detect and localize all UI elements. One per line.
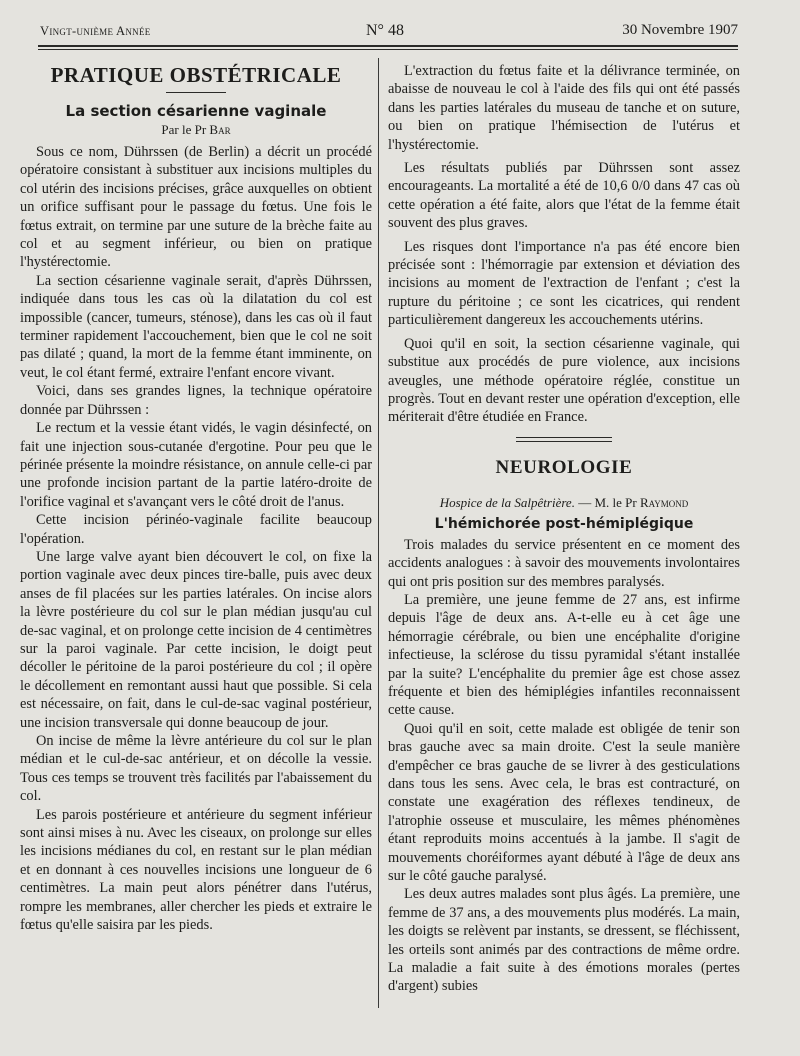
paragraph: Les risques dont l'importance n'a pas été encore bien précisée sont : l'hémorragie par extension et déviation des incisions au moment de l'extraction de l'enfant ; c'est la rupture du péritoine ; ce sont les cicatrices, qui rendent particulièrement dangereux les accouchements utérins. [388, 238, 740, 329]
header-issue-number: N° 48 [366, 22, 404, 39]
right-column [388, 62, 740, 996]
section-title-obstetrics: PRATIQUE OBSTÉTRICALE [50, 63, 342, 87]
paragraph: La section césarienne vaginale serait, d'après Dührssen, indiquée dans tous les cas où la dilatation du col est impossible (cancer, tumeurs, sténose), dans les cas où il faut terminer rapidement l'accouchement, bien que le col ne soit pas dilaté ; quand, la mort de la femme étant imminente, on veut, le col étant fermé, extraire l'enfant encore vivant. [20, 272, 372, 381]
paragraph: Les deux autres malades sont plus âgés. La première, une femme de 37 ans, a des mouvements plus modérés. La main, les doigts se relèvent par instants, se dressent, se fléchissent, les orteils sont animés par des contractions de même ordre. La maladie a fait suite à des émotions morales (pertes d'argent) subies [388, 886, 740, 995]
column-divider [378, 58, 379, 1008]
article-title-cesarean: La section césarienne vaginale [65, 102, 327, 120]
header-rule-thin [38, 49, 738, 50]
author-prefix: Par le Pr [161, 122, 207, 137]
paragraph: Quoi qu'il en soit, la section césarienne vaginale, qui substitue aux procédés de pure violence, aux incisions aveugles, une méthode opératoire réglée, constitue un progrès. Tout en devant rester une opération d'exception, elle mériterait d'être étudiée en France. [388, 335, 740, 426]
source-author-prefix: — M. le Pr [578, 494, 637, 510]
article-author [20, 121, 372, 139]
section-title-neurology: NEUROLOGIE [495, 456, 633, 478]
paragraph: Trois malades du service présentent en ce moment des accidents analogues : à savoir des mouvements involontaires qui ont pris position sur des membres paralysés. [388, 536, 740, 590]
header-date: 30 Novembre 1907 [622, 22, 738, 38]
page-header [38, 22, 738, 42]
paragraph: Cette incision périnéo-vaginale facilite beaucoup l'opération. [20, 512, 372, 547]
article-source [388, 494, 740, 512]
paragraph: Les parois postérieure et antérieure du segment inférieur sont ainsi mises à nu. Avec les ciseaux, on prolonge sur elles les incisions médianes du col, en restant sur le plan médian et en donnant à ces nouvelles incisions une longueur de 6 centimètres. La main peut alors pénétrer dans l'utérus, rompre les membranes, aller chercher les pieds et extraire le fœtus qu'elle saisira par les pieds. [20, 806, 372, 934]
paragraph: Les résultats publiés par Dührssen sont assez encourageants. La mortalité a été de 10,6 0/0 dans 47 cas où cette opération a été faite, alors que l'état de la femme était souvent des plus graves. [388, 160, 740, 232]
paragraph: La première, une jeune femme de 27 ans, est infirme depuis l'âge de deux ans. A-t-elle eu à cet âge une hémorragie cérébrale, ou bien une encéphalite d'origine infectieuse, la sclérose du tissu pyramidal s'étant installée par la suite? L'encéphalite du premier âge est chose assez fréquente et bien des hémiplégies infantiles reconnaissent cette cause. [388, 591, 740, 719]
paragraph: Quoi qu'il en soit, cette malade est obligée de tenir son bras gauche avec sa main droite. C'est la seule manière d'empêcher ce bras gauche de se livrer à des gesticulations dans tous les sens. Avec cela, le bras est contracturé, on constate une exagération des réflexes tendineux, de l'atrophie osseuse et musculaire, les mêmes phénomènes étant reproduits moins accentués à la jambe. Il s'agit de mouvements choréiformes ayant débuté à l'âge de deux ans sur le côté gauche paralysé. [388, 720, 740, 885]
author-name: Bar [209, 122, 231, 137]
paragraph: Le rectum et la vessie étant vidés, le vagin désinfecté, on fait une injection sous-cutanée d'ergotine. Pour peu que le périnée présente la moindre résistance, on annule celle-ci par une profonde incision partant de la partie latéro-droite de l'orifice vaginal et s'avançant vers le côté droit de l'anus. [20, 420, 372, 510]
paragraph: On incise de même la lèvre antérieure du col sur le plan médian et le cul-de-sac antérieur, et on décolle la vessie. Tous ces temps se trouvent très facilités par l'abaissement du col. [20, 733, 372, 805]
title-rule [166, 92, 226, 93]
header-rule-thick [38, 45, 738, 47]
paragraph: Une large valve ayant bien découvert le col, on fixe la portion vaginale avec deux pinces tire-balle, puis avec deux anses de fil placées sur les parties latérales. On incise alors la lèvre postérieure du col sur le plan médian jusqu'au cul de-sac vaginal, et on prolonge cette incision de 4 centimètres sur la paroi vaginale. Par cette incision, le doigt peut décoller le péritoine de la paroi postérieure du col ; il opère le décollement en remontant aussi haut que possible. Si cela est nécessaire, on fait, dans le cul-de-sac vaginal postérieur, une incision transversale qui donne beaucoup de jour. [20, 548, 372, 731]
paragraph: Voici, dans ses grandes lignes, la technique opératoire donnée par Dührssen : [20, 383, 372, 418]
article-title-hemichorea: L'hémichorée post-hémiplégique [434, 515, 694, 532]
source-author-name: Raymond [639, 494, 689, 510]
hospital-name: Hospice de la Salpêtrière. [439, 494, 575, 510]
paragraph: L'extraction du fœtus faite et la délivrance terminée, on abaisse de nouveau le col à l'aide des fils qui ont été passés dans les parties latérales du museau de tanche et on suture, ou bien on pratique l'hémisection de l'utérus et l'hystérectomie. [388, 63, 740, 153]
paragraph: Sous ce nom, Dührssen (de Berlin) a décrit un procédé opératoire consistant à substituer aux incisions multiples du col utérin des incisions précises, grâce auxquelles on obtient un orifice suffisant pour le passage du fœtus. Une fois le fœtus extrait, on termine par une suture de la brèche faite au col et au segment inférieur, ou bien on pratique l'hystérectomie. [20, 144, 372, 271]
left-column [20, 62, 372, 934]
header-year: Vingt-unième Année [40, 24, 151, 38]
section-separator [516, 437, 612, 442]
